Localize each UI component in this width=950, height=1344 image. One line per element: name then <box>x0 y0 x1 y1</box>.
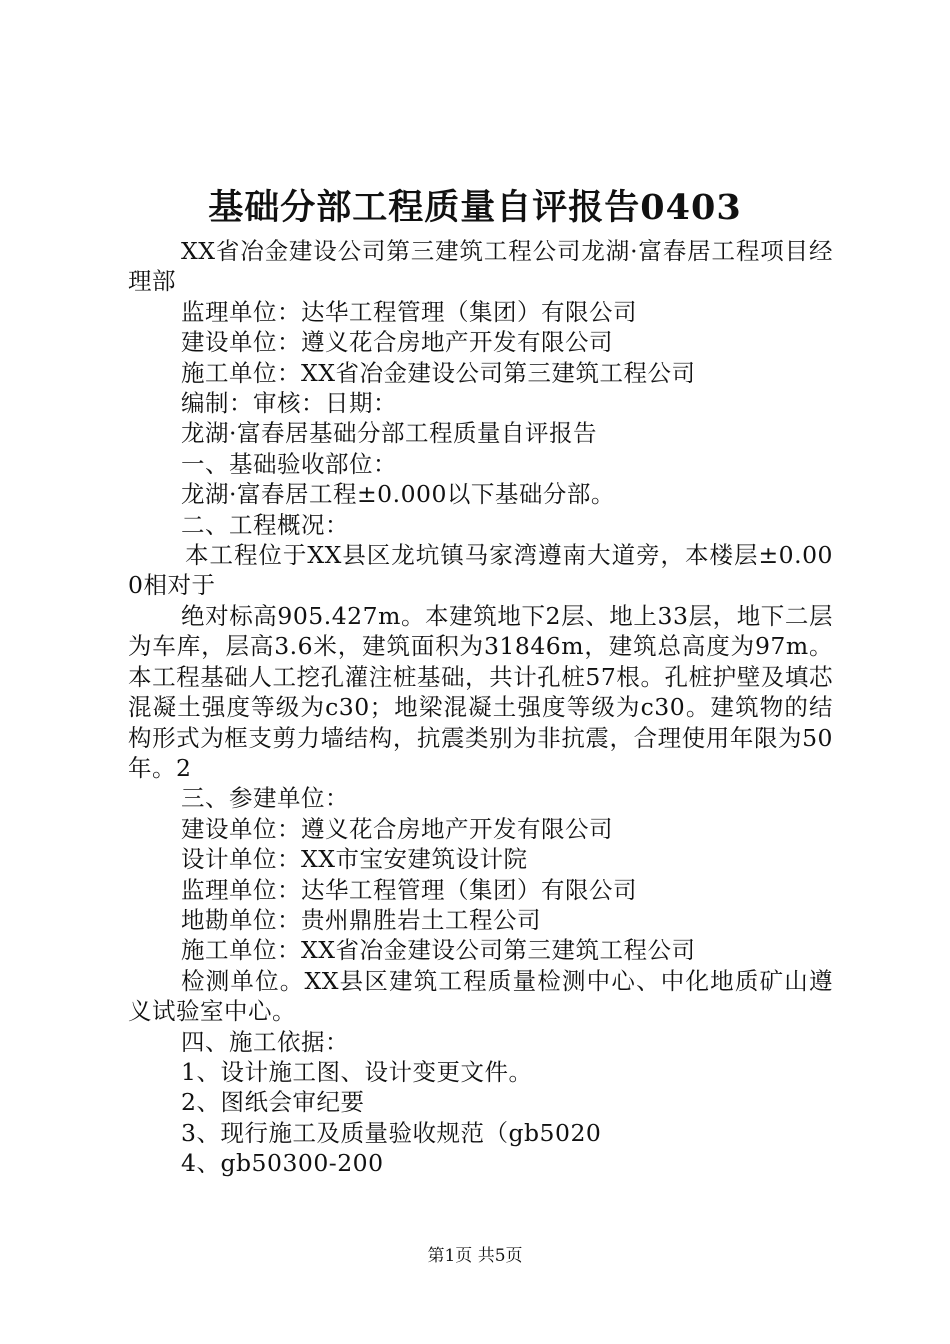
paragraph-contractor: 施工单位：XX省冶金建设公司第三建筑工程公司 <box>181 358 696 387</box>
section-heading-acceptance-part: 一、基础验收部位： <box>181 449 397 478</box>
paragraph-acceptance-part: 龙湖·富春居工程±0.000以下基础分部。 <box>181 480 615 509</box>
paragraph-participant-designer: 设计单位：XX市宝安建筑设计院 <box>181 845 528 874</box>
list-item-basis-3: 3、现行施工及质量验收规范（gb5020 <box>181 1118 602 1147</box>
document-body <box>128 236 833 1179</box>
document-title: 基础分部工程质量自评报告0403 <box>208 187 742 228</box>
paragraph-supervision-unit: 监理单位：达华工程管理（集团）有限公司 <box>181 297 637 326</box>
paragraph-signatures: 编制：审核：日期： <box>181 389 397 418</box>
paragraph-overview-location: 本工程位于XX县区龙坑镇马家湾遵南大道旁，本楼层±0.000相对于 <box>128 541 833 600</box>
paragraph-participant-testing: 检测单位。XX县区建筑工程质量检测中心、中化地质矿山遵义试验室中心。 <box>128 966 833 1026</box>
page-number-footer: 第1页 共5页 <box>427 1246 523 1266</box>
paragraph-participant-survey: 地勘单位：贵州鼎胜岩土工程公司 <box>181 905 541 934</box>
paragraph-report-name: 龙湖·富春居基础分部工程质量自评报告 <box>181 419 597 448</box>
list-item-basis-4: 4、gb50300-200 <box>181 1149 384 1178</box>
paragraph-overview-details: 绝对标高905.427m。本建筑地下2层、地上33层，地下二层为车库，层高3.6米，建筑面积为31846m，建筑总高度为97m。本工程基础人工挖孔灌注桩基础，共计孔桩57根。孔桩护壁及填芯混凝土强度等级为c30；地梁混凝土强度等级为c30。建筑物的结构形式为框支剪力墙结构，抗震类别为非抗震，合理使用年限为50年。2 <box>128 601 833 782</box>
paragraph-participant-owner: 建设单位：遵义花合房地产开发有限公司 <box>181 814 613 843</box>
list-item-basis-1: 1、设计施工图、设计变更文件。 <box>181 1057 533 1086</box>
section-heading-overview: 二、工程概况： <box>181 510 349 539</box>
section-heading-basis: 四、施工依据： <box>181 1027 349 1056</box>
paragraph-construction-owner: 建设单位：遵义花合房地产开发有限公司 <box>181 328 613 357</box>
paragraph-participant-supervisor: 监理单位：达华工程管理（集团）有限公司 <box>181 875 637 904</box>
paragraph-participant-contractor: 施工单位：XX省冶金建设公司第三建筑工程公司 <box>181 936 696 965</box>
paragraph-project-dept: XX省冶金建设公司第三建筑工程公司龙湖·富春居工程项目经理部 <box>128 237 833 296</box>
list-item-basis-2: 2、图纸会审纪要 <box>181 1088 365 1117</box>
section-heading-participants: 三、参建单位： <box>181 784 349 813</box>
